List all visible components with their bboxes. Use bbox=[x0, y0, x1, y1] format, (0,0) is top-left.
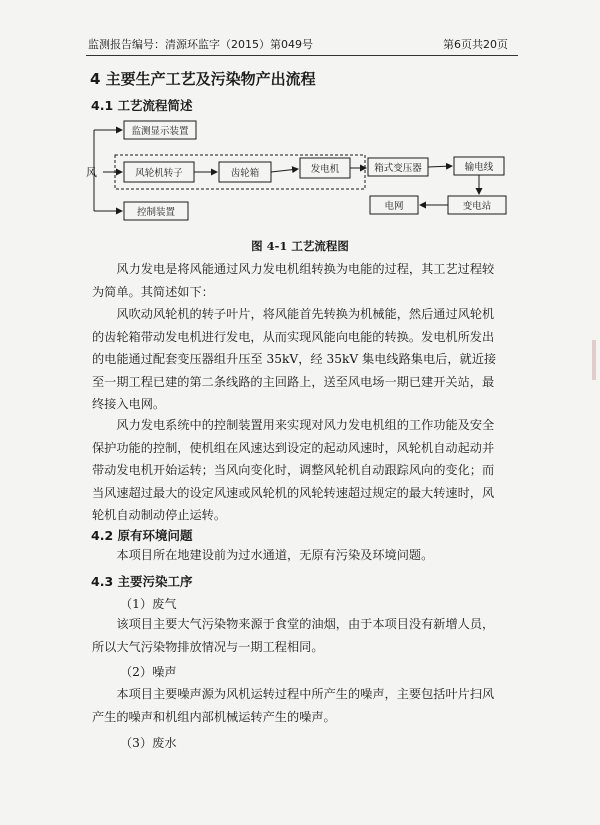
paragraph-process: 风吹动风轮机的转子叶片，将风能首先转换为机械能，然后通过风轮机的齿轮箱带动发电机进行发电，从而实现风能向电能的转换。发电机所发出的电能通过配套变压器组升压至 35kV，经 35kV 集电线路集电后，就近接至一期工程已建的第二条线路的主回路上，送至风电场一期已建开关站，最终接入电网。 bbox=[92, 307, 497, 411]
line-label: 输电线 bbox=[464, 162, 494, 173]
process-flow-diagram bbox=[0, 0, 600, 230]
seal-mark bbox=[592, 340, 596, 380]
paragraph-control: 风力发电系统中的控制装置用来实现对风力发电机组的工作功能及安全保护功能的控制，使机组在风速达到设定的起动风速时，风轮机自动起动并带动发电机开始运转；当风向变化时，调整风轮机自动跟踪风向的变化；而当风速超过最大的设定风速或风轮机的风轮转速超过规定的最大转速时，风轮机自动制动停止运转。 bbox=[92, 418, 495, 522]
section-4-2-text: 本项目所在地建设前为过水通道，无原有污染及环境问题。 bbox=[116, 548, 434, 562]
gas-subheading: （1）废气 bbox=[120, 597, 177, 611]
gearbox-label: 齿轮箱 bbox=[230, 168, 260, 179]
water-subheading: （3）废水 bbox=[120, 736, 177, 750]
page-number: 第6页共20页 bbox=[443, 38, 508, 51]
section-4-title: 4 主要生产工艺及污染物产出流程 bbox=[90, 70, 316, 88]
wind-label: 风 bbox=[86, 166, 97, 179]
transformer-label: 箱式变压器 bbox=[374, 163, 422, 174]
monitor-label: 监测显示装置 bbox=[131, 126, 189, 137]
figure-caption: 图 4-1 工艺流程图 bbox=[251, 239, 349, 253]
section-4-3-title: 4.3 主要污染工序 bbox=[91, 574, 193, 589]
noise-text: 本项目主要噪声源为风机运转过程中所产生的噪声，主要包括叶片扫风产生的噪声和机组内部机械运转产生的噪声。 bbox=[92, 687, 495, 724]
control-label: 控制装置 bbox=[136, 207, 176, 218]
substation-label: 变电站 bbox=[462, 201, 492, 212]
section-4-2-title: 4.2 原有环境问题 bbox=[91, 528, 193, 543]
gas-text: 该项目主要大气污染物来源于食堂的油烟，由于本项目没有新增人员，所以大气污染物排放情况与一期工程相同。 bbox=[92, 617, 495, 654]
report-number: 监测报告编号：清源环监字（2015）第049号 bbox=[88, 38, 313, 51]
grid-label: 电网 bbox=[384, 201, 404, 212]
rotor-label: 风轮机转子 bbox=[135, 168, 183, 179]
paragraph-intro: 风力发电是将风能通过风力发电机组转换为电能的过程，其工艺过程较为简单。其简述如下： bbox=[92, 262, 495, 299]
noise-subheading: （2）噪声 bbox=[120, 665, 177, 679]
section-4-1-title: 4.1 工艺流程简述 bbox=[91, 98, 193, 113]
generator-label: 发电机 bbox=[310, 164, 340, 175]
